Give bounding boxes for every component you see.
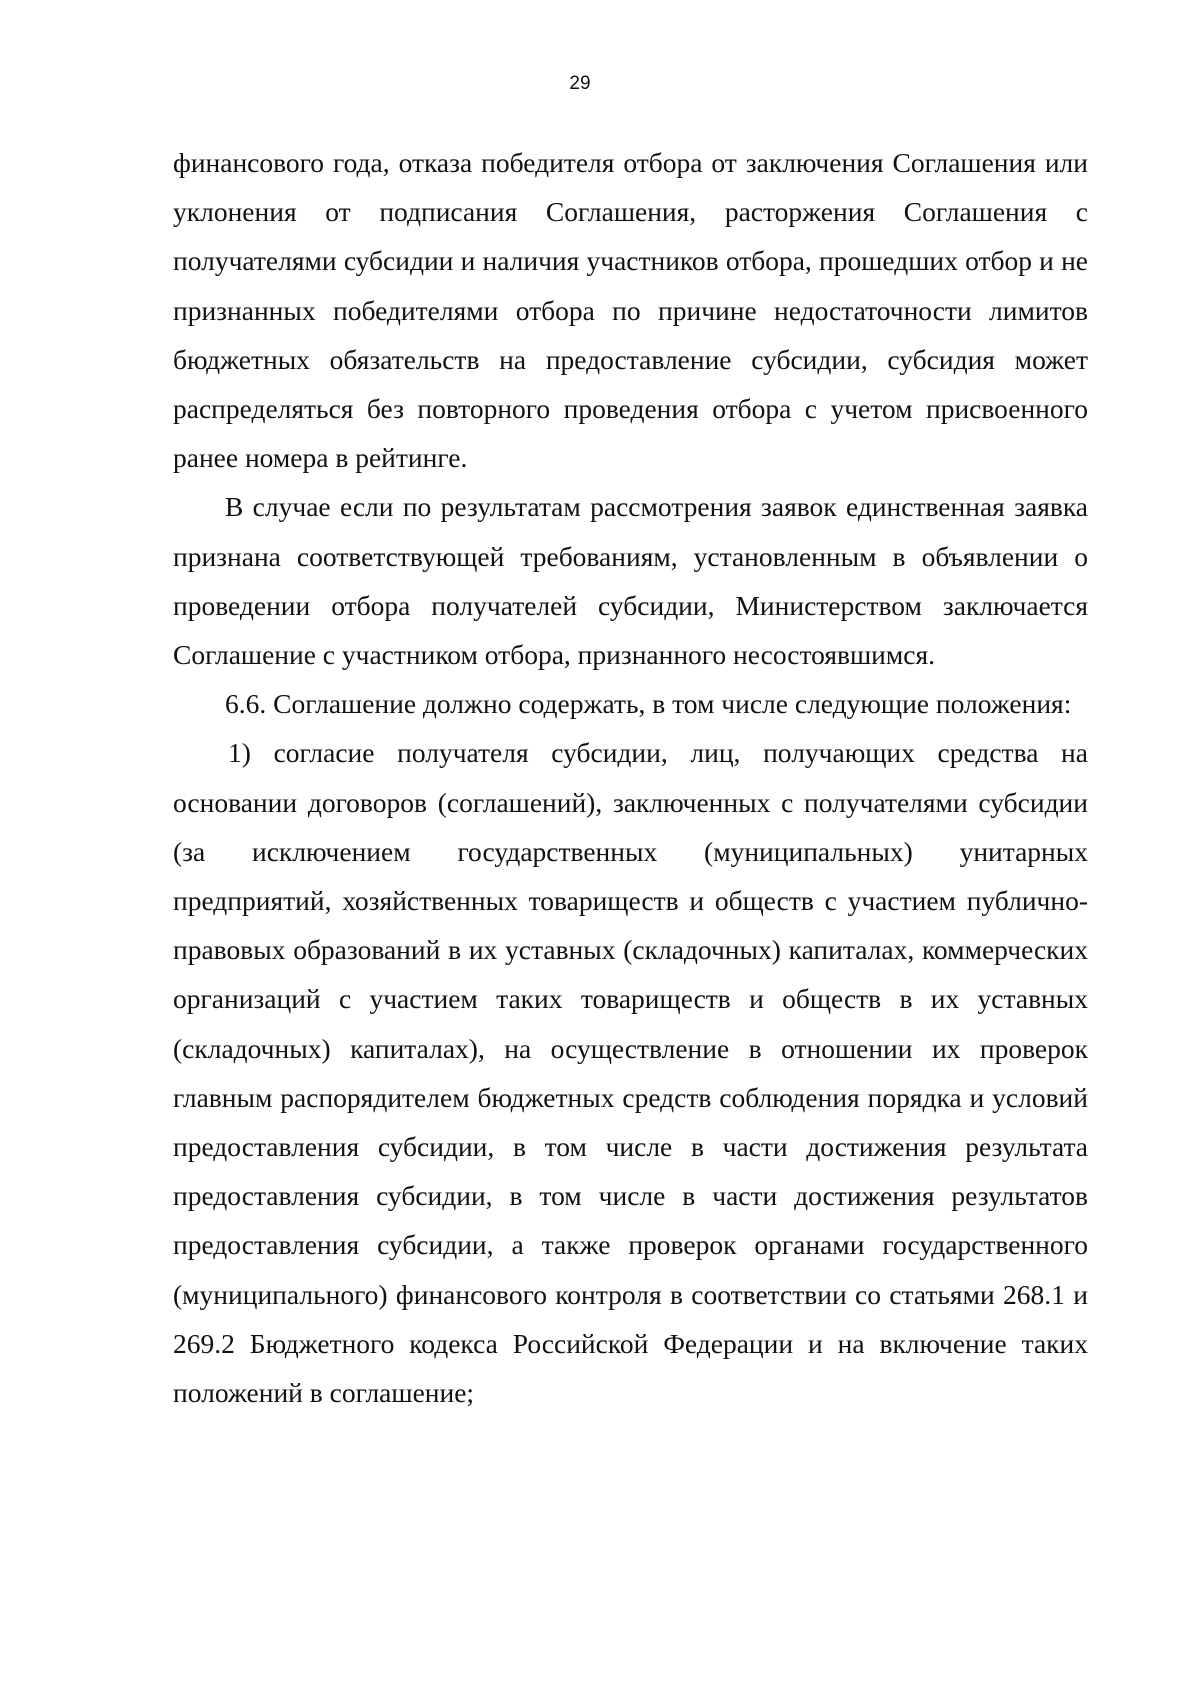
paragraph-continuation: финансового года, отказа победителя отбора от заключения Соглашения или уклонения от подписания Соглашения, расторжения Соглашения с получателями субсидии и наличия участников отбора, прошедших отбор и не признанных победителями отбора по причине недостаточности лимитов бюджетных обязательств на предоставление субсидии, субсидия может распределяться без повторного проведения отбора с учетом присвоенного ранее номера в рейтинге. — [173, 147, 1088, 474]
page-number: 29 — [569, 73, 591, 94]
paragraph-item-1-consent: 1) согласие получателя субсидии, лиц, получающих средства на основании договоров (соглашений), заключенных с получателями субсидии (за исключением государственных (муниципальных) унитарных предприятий, хозяйственных товариществ и обществ с участием публично-правовых образований в их уставных (складочных) капиталах, коммерческих организаций с участием таких товариществ и обществ в их уставных (складочных) капиталах), на осуществление в отношении их проверок главным распорядителем бюджетных средств соблюдения порядка и условий предоставления субсидии, в том числе в части достижения результата предоставления субсидии, в том числе в части достижения результатов предоставления субсидии, а также проверок органами государственного (муниципального) финансового контроля в соответствии со статьями 268.1 и 269.2 Бюджетного кодекса Российской Федерации и на включение таких положений в соглашение; — [173, 737, 1088, 1409]
document-body — [173, 138, 1088, 1417]
paragraph-section-6-6: 6.6. Соглашение должно содержать, в том числе следующие положения: — [225, 688, 1072, 720]
paragraph-single-application: В случае если по результатам рассмотрения заявок единственная заявка признана соответствующей требованиям, установленным в объявлении о проведении отбора получателей субсидии, Министерством заключается Соглашение с участником отбора, признанного несостоявшимся. — [173, 491, 1088, 671]
